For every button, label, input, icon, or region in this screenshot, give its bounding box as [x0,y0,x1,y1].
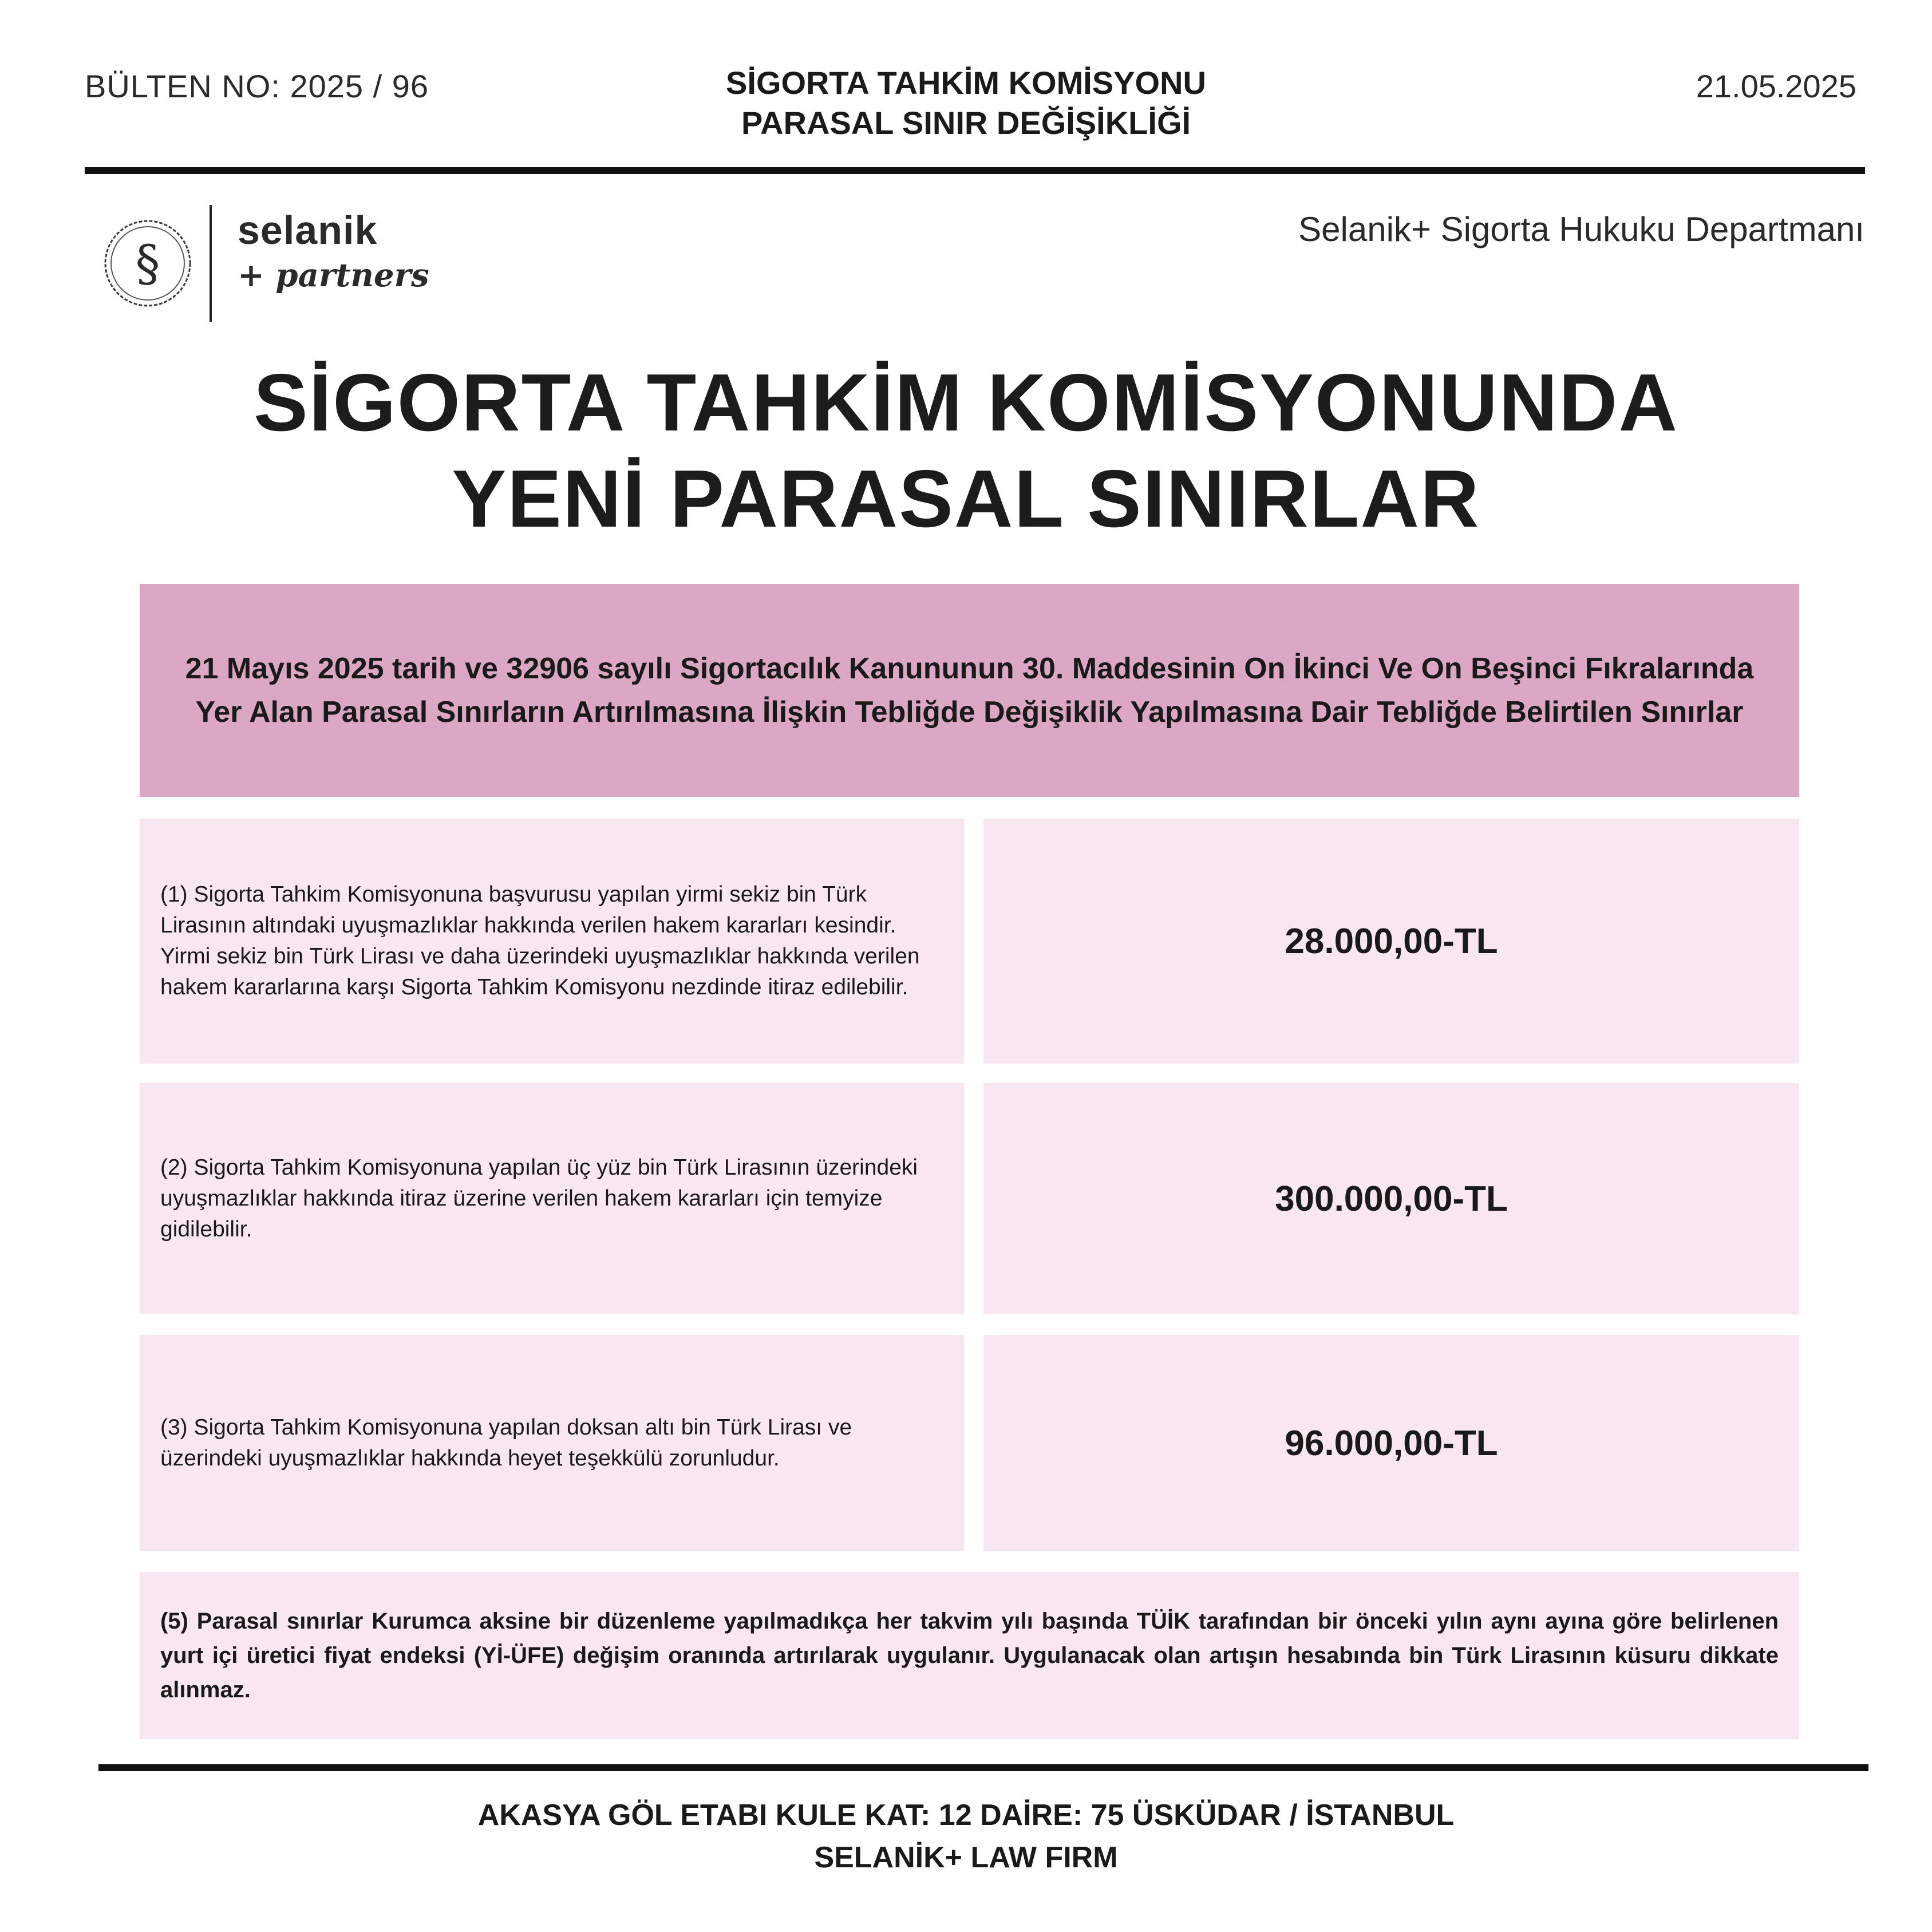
page-title-line1: SİGORTA TAHKİM KOMİSYONUNDA [254,357,1678,448]
limit-amount: 96.000,00-TL [983,1335,1799,1551]
limit-description-cell [140,1083,964,1314]
header-title-line1: SİGORTA TAHKİM KOMİSYONU [726,65,1206,101]
limit-description-cell [140,819,964,1064]
note-text: (5) Parasal sınırlar Kurumca aksine bir düzenleme yapılmadıkça her takvim yılı başında TÜİK tarafından bir önceki yılın aynı ayına göre belirlenen yurt içi üretici fiyat endeksi (Yİ-ÜFE) değişim oranında artırılarak uygulanır. Uygulanacak olan artışın hesabında bin Türk Lirasının küsuru dikkate alınmaz. [160,1609,1779,1702]
logo-subtitle: + partners [238,256,429,294]
limit-description: (3) Sigorta Tahkim Komisyonuna yapılan doksan altı bin Türk Lirası ve üzerindeki uyuşmazlıklar hakkında heyet teşekkülü zorunludur. [160,1415,852,1471]
intro-banner [140,584,1799,797]
bulletin-date: 21.05.2025 [1696,68,1856,104]
limit-description-cell [140,1335,964,1551]
svg-text:§: § [135,235,160,293]
selanik-monogram-icon [102,218,193,309]
limit-amount: 300.000,00-TL [983,1083,1799,1314]
note-box [140,1572,1799,1739]
intro-text: 21 Mayıs 2025 tarih ve 32906 sayılı Sigortacılık Kanununun 30. Maddesinin On İkinci Ve On Beşinci Fıkralarında Yer Alan Parasal Sınırların Artırılmasına İlişkin Tebliğde Değişiklik Yapılmasına Dair Tebliğde Belirtilen Sınırlar [185,652,1754,729]
footer-divider [98,1764,1868,1771]
page-title-line2: YENİ PARASAL SINIRLAR [452,453,1480,544]
bulletin-number: BÜLTEN NO: 2025 / 96 [85,68,429,104]
header-title-line2: PARASAL SINIR DEĞİŞİKLİĞİ [741,105,1191,141]
header-divider [85,167,1865,174]
header-title [0,63,1932,143]
limit-description: (2) Sigorta Tahkim Komisyonuna yapılan üç yüz bin Türk Lirasının üzerindeki uyuşmazlıklar hakkında itiraz üzerine verilen hakem kararları için temyize gidilebilir. [160,1155,918,1242]
footer [0,1794,1932,1879]
logo-name: selanik [238,208,378,252]
department-name: Selanik+ Sigorta Hukuku Departmanı [1298,210,1864,248]
page-title [0,355,1932,547]
limit-description: (1) Sigorta Tahkim Komisyonuna başvurusu yapılan yirmi sekiz bin Türk Lirasının altındaki uyuşmazlıklar hakkında verilen hakem kararları kesindir. Yirmi sekiz bin Türk Lirası ve daha üzerindeki uyuşmazlıklar hakkında verilen hakem kararlarına karşı Sigorta Tahkim Komisyonu nezdinde itiraz edilebilir. [160,882,920,999]
footer-firm: SELANİK+ LAW FIRM [814,1841,1118,1874]
footer-address: AKASYA GÖL ETABI KULE KAT: 12 DAİRE: 75 ÜSKÜDAR / İSTANBUL [477,1799,1455,1832]
logo-divider [210,205,212,322]
limit-amount: 28.000,00-TL [983,819,1799,1064]
